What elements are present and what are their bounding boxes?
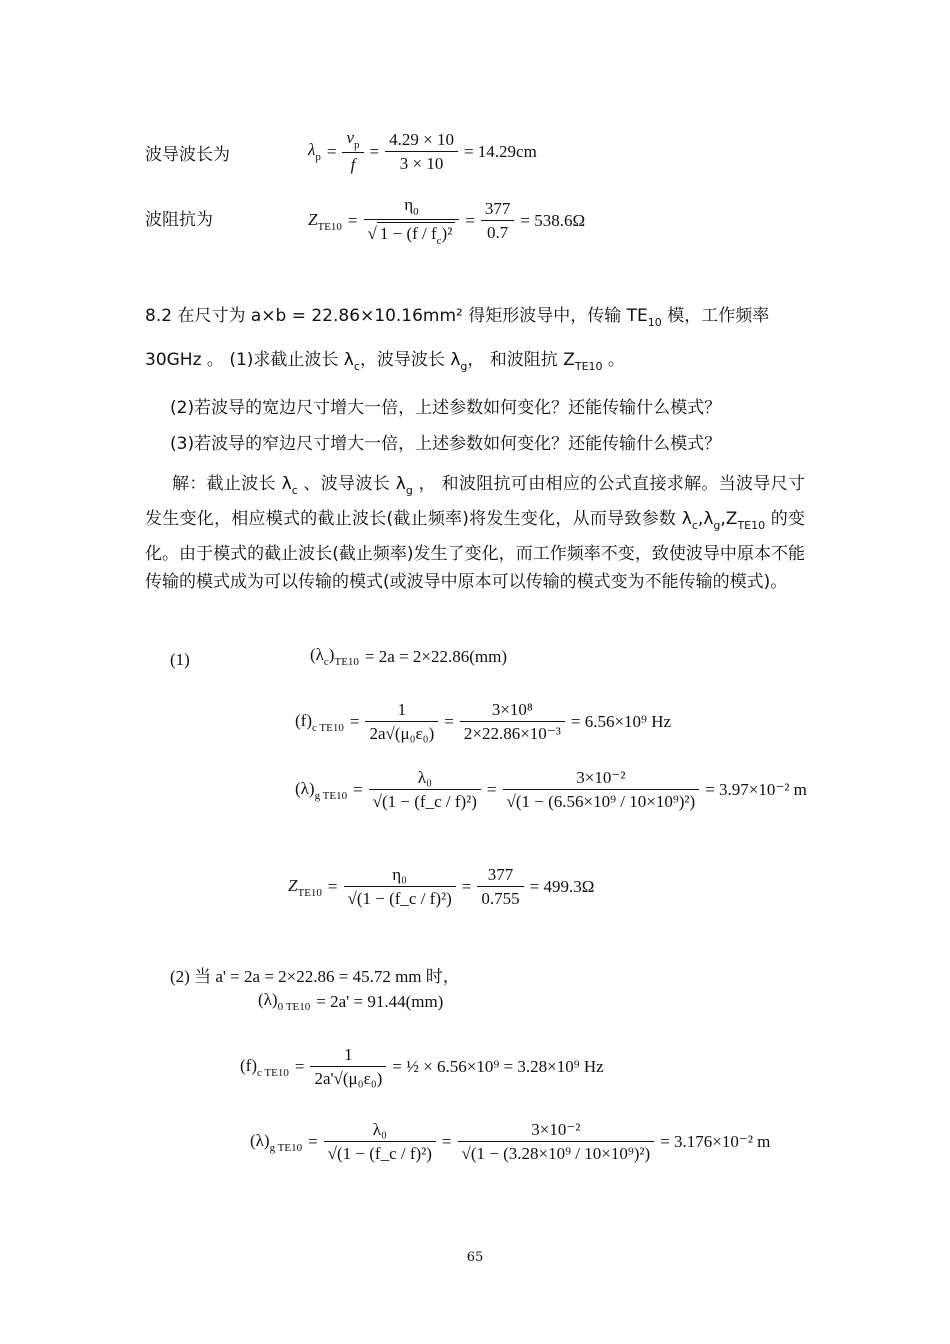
frac-num: 1	[365, 700, 438, 722]
text: ,Z	[720, 509, 738, 529]
eq-wave-impedance: $Z_{TE10}$ = $\frac{\eta_0}{√ 1 - (f / f_c)^2}$ = $\frac{377}{0.7}$ = 538.6Ω	[308, 195, 586, 247]
eq-part1-impedance: $Z_{TE10}$ = $\frac{\text{η₀}}{\text{√(1 − (f\_c / f)²)}}$ = $\frac{377}{0.755}$ = 499.3Ω	[288, 865, 595, 908]
problem-text-end: 模，工作频率	[661, 306, 770, 326]
result-impedance: = 538.6Ω	[520, 211, 586, 230]
z-symbol: Z	[308, 209, 318, 229]
v-sub: p	[354, 139, 360, 151]
lhs: (λ)	[295, 778, 315, 798]
part1-label: (1)	[170, 650, 190, 669]
frac-num: 4.29 × 10	[385, 130, 458, 152]
frac-den: √(1 − (6.56×10⁹ / 10×10⁹)²)	[506, 792, 696, 811]
lhs: (λ)	[250, 1130, 270, 1150]
sub: c	[291, 484, 298, 497]
sub: c	[353, 360, 360, 373]
eq-part2-cutoff-wavelength	[258, 990, 443, 1013]
rp: )	[328, 645, 335, 664]
frac-den: 2a'√(μ₀ε₀)	[314, 1069, 383, 1088]
radicand-sub: c	[436, 235, 442, 247]
frac-den: 2×22.86×10⁻³	[463, 724, 561, 743]
text: ， 和波阻抗可由相应的公式直接求解。当波导尺寸发生变化，相应模式的截止波长(截止频率)将发生变化，从而导致参数	[145, 474, 805, 529]
sub: g	[713, 519, 721, 532]
frac-num: 3×10⁻²	[458, 1120, 655, 1142]
eta-sub: 0	[413, 206, 419, 218]
result: = ½ × 6.56×10⁹ = 3.28×10⁹ Hz	[392, 1057, 604, 1076]
frac-den: 2a√(μ₀ε₀)	[369, 724, 435, 743]
problem-part2: (2)若波导的宽边尺寸增大一倍，上述参数如何变化？还能传输什么模式？	[170, 398, 722, 418]
radicand: 1 − (f / f	[379, 224, 437, 243]
rhs: = 2a' = 91.44(mm)	[316, 991, 444, 1011]
sub: c TE10	[256, 1066, 289, 1079]
eq-part1-guide-wavelength: $(\lambda)_{g TE10}$ = $\frac{\text{λ₀}}{\text{√(1 − (f\_c / f)²)}}$ = $\frac{\text{3×10⁻²}}{\text{√(1 − (6.56×10⁹ / 10×10⁹)²)}}$ = 3.97×10⁻² m	[295, 768, 807, 811]
frac-num: η₀	[344, 865, 456, 887]
frac-den: 0.7	[487, 223, 509, 242]
frac-den: √(1 − (3.28×10⁹ / 10×10⁹)²)	[461, 1144, 651, 1163]
lhs: (f)	[240, 1055, 257, 1075]
frac-num: 377	[477, 865, 523, 887]
rhs: = 2a = 2×22.86(mm)	[364, 646, 507, 666]
text: λ	[681, 509, 692, 529]
sub: 0 TE10	[277, 1001, 311, 1013]
te-sub: 10	[647, 316, 662, 329]
result-guide-wavelength: = 14.29cm	[463, 141, 537, 161]
text: 。	[602, 350, 625, 370]
problem-text: 8.2 在尺寸为 a×b = 22.86×10.16mm² 得矩形波导中，传输 TE	[145, 306, 648, 326]
solution-paragraph	[145, 470, 805, 596]
lambda-sub: p	[315, 151, 321, 163]
frac-num: 1	[310, 1045, 386, 1067]
frac-den: √(1 − (f_c / f)²)	[347, 889, 452, 908]
sub: c TE10	[311, 721, 344, 734]
frac-num: λ₀	[369, 768, 481, 790]
v-symbol: v	[346, 128, 355, 147]
frac-den: √(1 − (f_c / f)²)	[372, 792, 477, 811]
lhs: (λ)	[258, 990, 278, 1009]
eq-part1-cutoff-wavelength	[310, 645, 507, 668]
result: = 3.176×10⁻² m	[660, 1132, 771, 1151]
eq-part2-cutoff-frequency: $(f)_{c TE10}$ = $\frac{1}{\text{2a'√(μ₀ε₀)}}$ = ½ × 6.56×10⁹ = 3.28×10⁹ Hz	[240, 1045, 604, 1088]
lhs: (f)	[295, 710, 312, 730]
text: ,λ	[697, 509, 714, 529]
problem-statement-line2	[145, 346, 805, 381]
label-wave-impedance: 波阻抗为	[145, 210, 213, 230]
page-number: 65	[466, 1250, 484, 1265]
sub: TE10	[334, 656, 359, 668]
problem-part3: (3)若波导的窄边尺寸增大一倍，上述参数如何变化？还能传输什么模式？	[170, 434, 722, 454]
result: = 6.56×10⁹ Hz	[570, 712, 672, 731]
text: 解：截止波长 λ	[172, 474, 292, 494]
lhs: Z	[288, 875, 298, 895]
sub: g TE10	[314, 789, 348, 802]
sub: g	[405, 484, 413, 497]
frac-den: 3 × 10	[399, 153, 444, 173]
frac-den: √(1 − (f_c / f)²)	[327, 1144, 432, 1163]
sub: g	[460, 360, 468, 373]
text: 、波导波长 λ	[297, 474, 406, 494]
z-sub: TE10	[317, 220, 342, 233]
eq-part2-guide-wavelength: $(\lambda)_{g TE10}$ = $\frac{\text{λ₀}}{\text{√(1 − (f\_c / f)²)}}$ = $\frac{\text{3×10⁻²}}{\text{√(1 − (3.28×10⁹ / 10×10⁹)²)}}$ = 3.176×10⁻² m	[250, 1120, 771, 1163]
lambda-symbol: λ	[308, 140, 316, 159]
problem-statement-line1	[145, 302, 805, 337]
lhs: (λ	[310, 645, 324, 664]
frac-num: 377	[481, 199, 515, 221]
frac-num: 3×10⁸	[460, 700, 565, 722]
label-guide-wavelength: 波导波长为	[145, 145, 230, 165]
part2-intro: (2) 当 a' = 2a = 2×22.86 = 45.72 mm 时，	[170, 967, 460, 986]
frac-num: 3×10⁻²	[503, 768, 700, 790]
sub: c	[323, 656, 329, 668]
sub: TE10	[574, 360, 603, 373]
frac-num: λ₀	[324, 1120, 436, 1142]
sub: TE10	[737, 519, 766, 532]
sub: c	[691, 519, 698, 532]
eq-part1-cutoff-frequency: $(f)_{c TE10}$ = $\frac{1}{\text{2a√(μ₀ε₀)}}$ = $\frac{\text{3×10⁸}}{\text{2×22.86×10⁻³}}$ = 6.56×10⁹ Hz	[295, 700, 672, 743]
result: = 3.97×10⁻² m	[705, 780, 807, 799]
eta-symbol: η	[404, 195, 414, 214]
radicand-end: )²	[441, 224, 453, 243]
frac-den: 0.755	[481, 889, 520, 908]
f-symbol: f	[350, 155, 356, 174]
text: ， 和波阻抗 Z	[467, 350, 575, 370]
sub: TE10	[297, 886, 322, 899]
text: ，波导波长 λ	[359, 350, 461, 370]
result: = 499.3Ω	[529, 877, 595, 896]
eq-guide-wavelength: $\lambda_p$ = $\frac{v_p}{f}$ = $\frac{4.29 \times 10}{3 \times 10}$ = 14.29cm	[308, 128, 537, 174]
sub: g TE10	[269, 1141, 303, 1154]
text: 30GHz 。 (1)求截止波长 λ	[145, 350, 354, 370]
text: 的变化。由于模式的截止波长(截止频率)发生了变化，而工作频率不变，致使波导中原本不能传输的模式成为可以传输的模式(或波导中原本可以传输的模式变为不能传输的模式)。	[145, 509, 806, 592]
